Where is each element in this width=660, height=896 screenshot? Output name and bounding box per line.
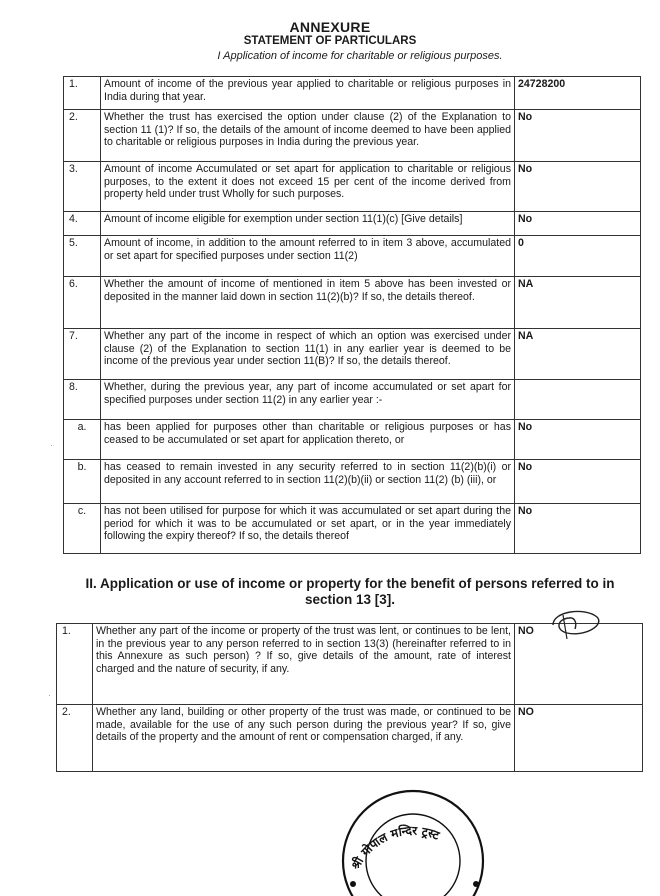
row-value: No <box>515 420 641 460</box>
row-number: 6. <box>64 277 101 329</box>
row-value: NA <box>515 277 641 329</box>
row-description: Amount of income, in addition to the amount referred to in item 3 above, accumulated or set apart for specified purposes under section 11(2) <box>101 236 515 277</box>
margin-dot: · <box>50 440 53 450</box>
row-number: 8. <box>64 380 101 420</box>
row-description: has ceased to remain invested in any security referred to in section 11(2)(b)(i) or deposited in any account referred to in section 11(2)(b)(ii) or section 11(2) (b) (iii), or <box>101 460 515 504</box>
row-description: Amount of income eligible for exemption under section 11(1)(c) [Give details] <box>101 212 515 236</box>
row-value: 24728200 <box>515 77 641 110</box>
row-description: has not been utilised for purpose for which it was accumulated or set apart during the period for which it was to be accumulated or set apart, or in the year immediately following the expiry thereof? If so, the details thereof <box>101 504 515 554</box>
row-description: Amount of income of the previous year applied to charitable or religious purposes in India during that year. <box>101 77 515 110</box>
table-row <box>64 277 641 329</box>
row-value: No <box>515 460 641 504</box>
statement-subtitle: STATEMENT OF PARTICULARS <box>243 35 417 47</box>
row-number: 2. <box>57 705 93 772</box>
row-number: 5. <box>64 236 101 277</box>
seal-text: श्री गोपाल मन्दिर ट्रस्ट <box>348 823 442 872</box>
row-number: 7. <box>64 329 101 380</box>
row-description: Whether any part of the income in respect of which an option was exercised under clause (2) of the Explanation to section 11(1) in any earlier year is deemed to be income of the previous year under section 11(B)? If so, the details thereof. <box>101 329 515 380</box>
section2-table <box>56 623 643 772</box>
row-value: NA <box>515 329 641 380</box>
row-value: No <box>515 162 641 212</box>
annexure-title: ANNEXURE <box>289 19 371 35</box>
row-value <box>515 380 641 420</box>
margin-dot: · <box>48 690 51 700</box>
row-value: No <box>515 110 641 162</box>
row-description: has been applied for purposes other than charitable or religious purposes or has ceased to be accumulated or set apart for application thereto, or <box>101 420 515 460</box>
row-description: Whether the trust has exercised the option under clause (2) of the Explanation to section 11 (1)? If so, the details of the amount of income deemed to have been applied to charitable or religious purposes in India during the previous year. <box>101 110 515 162</box>
row-number: 1. <box>64 77 101 110</box>
row-value: 0 <box>515 236 641 277</box>
row-description: Whether, during the previous year, any part of income accumulated or set apart for specified purposes under section 11(2) in any earlier year :- <box>101 380 515 420</box>
row-description: Whether any part of the income or property of the trust was lent, or continues to be lent, in the previous year to any person referred to in section 13(3) (hereinafter referred to in this Annexure as such person) ? If so, give details of the amount, rate of interest charged and the nature of security, if any. <box>93 624 515 705</box>
row-number: c. <box>64 504 101 554</box>
handwritten-signature <box>545 603 605 643</box>
row-number: 3. <box>64 162 101 212</box>
row-number: b. <box>64 460 101 504</box>
section1-heading: I Application of income for charitable or religious purposes. <box>217 50 503 62</box>
row-value: NO <box>515 705 643 772</box>
row-value: No <box>515 212 641 236</box>
row-description: Whether the amount of income of mentioned in item 5 above has been invested or deposited in the manner laid down in section 11(2)(b)? If so, the details thereof. <box>101 277 515 329</box>
table-row <box>64 420 641 460</box>
table-row <box>64 77 641 110</box>
svg-text:श्री गोपाल मन्दिर ट्रस्ट <box>348 823 442 872</box>
row-number: a. <box>64 420 101 460</box>
table-row <box>64 236 641 277</box>
row-number: 2. <box>64 110 101 162</box>
row-description: Whether any land, building or other property of the trust was made, or continued to be made, available for the use of any such person during the previous year? If so, give details of the property and the amount of rent or compensation charged, if any. <box>93 705 515 772</box>
table-row <box>64 380 641 420</box>
row-description: Amount of income Accumulated or set apart for application to charitable or religious purposes, to the extent it does not exceed 15 per cent of the income derived from property held under trust Wholly for such purposes. <box>101 162 515 212</box>
table-row <box>64 460 641 504</box>
table-row <box>64 504 641 554</box>
table-row <box>64 162 641 212</box>
table-row <box>64 329 641 380</box>
section1-table <box>63 76 641 554</box>
row-number: 1. <box>57 624 93 705</box>
table-row <box>64 110 641 162</box>
trust-seal-stamp <box>318 766 508 896</box>
row-value: No <box>515 504 641 554</box>
row-value: NO <box>515 624 643 705</box>
section2-heading-continued: section 13 [3]. <box>304 592 396 607</box>
table-row <box>57 705 643 772</box>
table-row <box>64 212 641 236</box>
row-number: 4. <box>64 212 101 236</box>
section2-heading: II. Application or use of income or property for the benefit of persons referred to in <box>85 576 615 591</box>
